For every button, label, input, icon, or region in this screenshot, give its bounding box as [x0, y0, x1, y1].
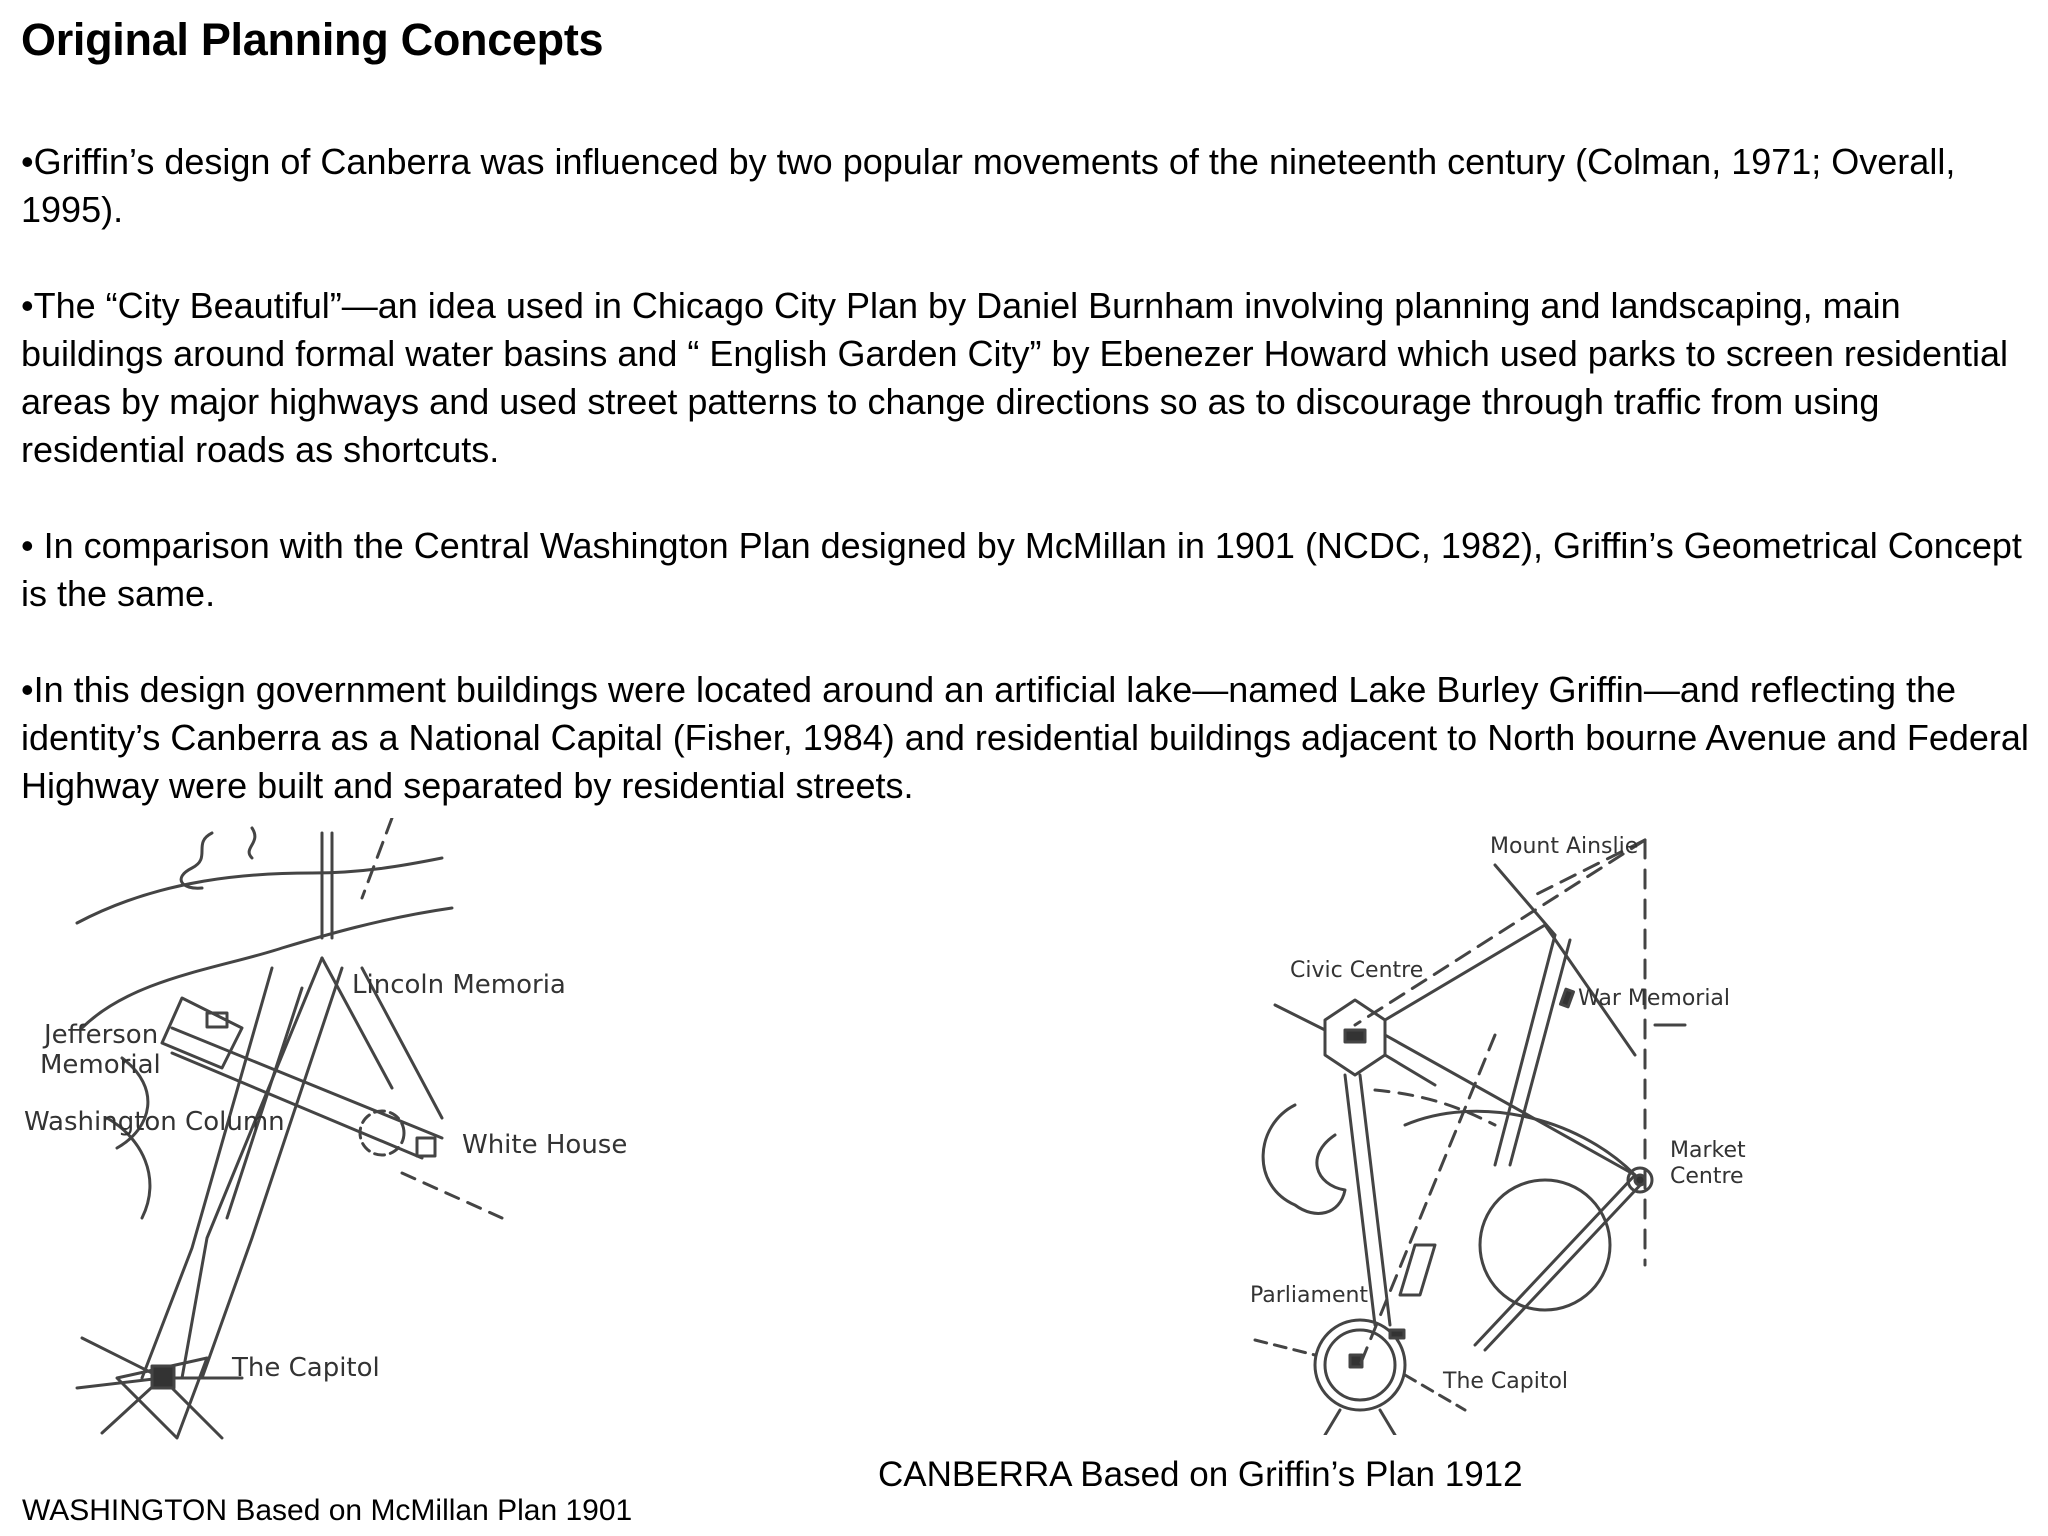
bullet-lake-design: •In this design government buildings were located around an artificial lake—named Lake Burley Griffin—and reflecting the identity’s Canberra as a National Capital (Fisher, 1984) and residential buildings adjacent to North bourne Avenue and Federal Highway were built and separated by residential streets. [21, 669, 2029, 806]
label-market-centre-2: Centre [1670, 1164, 1744, 1189]
label-jefferson-memorial-1: Jefferson [44, 1020, 159, 1050]
label-lincoln-memorial: Lincoln Memoria [352, 970, 566, 1000]
page-title: Original Planning Concepts [21, 14, 604, 65]
label-parliament: Parliament [1250, 1283, 1369, 1308]
canberra-caption: CANBERRA Based on Griffin’s Plan 1912 [878, 1455, 1523, 1494]
label-canberra-capitol: The Capitol [1443, 1369, 1569, 1394]
canberra-plan-drawing [1245, 825, 1785, 1435]
canberra-plan-map [1245, 825, 1785, 1435]
washington-plan-drawing [22, 818, 672, 1458]
label-mount-ainslie: Mount Ainslie [1490, 834, 1639, 859]
washington-caption: WASHINGTON Based on McMillan Plan 1901 [22, 1494, 633, 1527]
label-war-memorial: War Memorial [1578, 986, 1731, 1011]
label-white-house: White House [462, 1130, 628, 1160]
bullet-city-beautiful: •The “City Beautiful”—an idea used in Chicago City Plan by Daniel Burnham involving planning and landscaping, main buildings around formal water basins and “ English Garden City” by Ebenezer Howard which used parks to screen residential areas by major highways and used street patterns to change directions so as to discourage through traffic from using residential roads as shortcuts. [21, 285, 2009, 470]
label-jefferson-memorial-2: Memorial [40, 1050, 161, 1080]
bullet-griffin-influences: •Griffin’s design of Canberra was influenced by two popular movements of the nineteenth century (Colman, 1971; Overall, 1995). [21, 141, 1956, 230]
label-market-centre-1: Market [1670, 1138, 1746, 1163]
bullet-washington-comparison: • In comparison with the Central Washington Plan designed by McMillan in 1901 (NCDC, 1982), Griffin’s Geometrical Concept is the same. [21, 525, 2022, 614]
label-washington-column: Washington Column [24, 1107, 285, 1137]
label-the-capitol: The Capitol [232, 1353, 380, 1383]
washington-plan-map [22, 818, 672, 1458]
label-civic-centre: Civic Centre [1290, 958, 1424, 983]
